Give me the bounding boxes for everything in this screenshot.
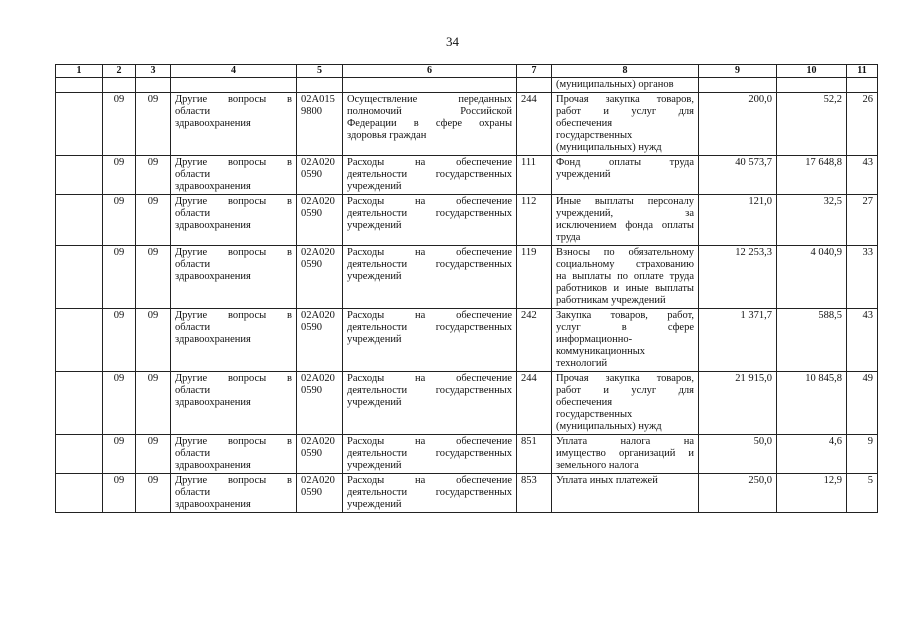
cell-col1	[56, 246, 103, 309]
cell-section-name: Другие вопросы в области здравоохранения	[171, 93, 297, 156]
cell-actual-value: 4 040,9	[777, 246, 847, 309]
cell-expense-type: 119	[517, 246, 552, 309]
cell-expense-type-name: Закупка товаров, работ, услуг в сфере информационно- коммуникационных технологий	[552, 309, 699, 372]
column-header: 9	[699, 65, 777, 78]
cell-subsection: 09	[136, 93, 171, 156]
table-cell	[847, 78, 878, 93]
cell-article-name: Осуществление переданных полномочий Российской Федерации в сфере охраны здоровья граждан	[343, 93, 517, 156]
column-header: 6	[343, 65, 517, 78]
cell-percent: 5	[847, 474, 878, 513]
cell-article-name: Расходы на обеспечение деятельности государственных учреждений	[343, 435, 517, 474]
cell-percent: 9	[847, 435, 878, 474]
cell-subsection: 09	[136, 435, 171, 474]
continuation-row	[56, 78, 878, 93]
cell-target-article: 02А020 0590	[297, 246, 343, 309]
cell-expense-type: 111	[517, 156, 552, 195]
table-cell	[136, 78, 171, 93]
cell-col1	[56, 93, 103, 156]
cell-actual-value: 52,2	[777, 93, 847, 156]
cell-subsection: 09	[136, 372, 171, 435]
continuation-text: (муниципальных) органов	[552, 78, 699, 93]
cell-section: 09	[103, 309, 136, 372]
table-header-row	[56, 65, 878, 78]
cell-expense-type: 851	[517, 435, 552, 474]
page-number: 34	[446, 34, 459, 49]
cell-plan-value: 50,0	[699, 435, 777, 474]
column-header: 4	[171, 65, 297, 78]
cell-percent: 33	[847, 246, 878, 309]
cell-section: 09	[103, 246, 136, 309]
table-row	[56, 156, 878, 195]
cell-section-name: Другие вопросы в области здравоохранения	[171, 156, 297, 195]
budget-table	[55, 64, 878, 513]
cell-expense-type-name: Иные выплаты персоналу учреждений, за исключением фонда оплаты труда	[552, 195, 699, 246]
cell-col1	[56, 195, 103, 246]
table-row	[56, 309, 878, 372]
cell-actual-value: 17 648,8	[777, 156, 847, 195]
cell-actual-value: 4,6	[777, 435, 847, 474]
cell-col1	[56, 474, 103, 513]
cell-expense-type-name: Уплата иных платежей	[552, 474, 699, 513]
table-cell	[103, 78, 136, 93]
cell-article-name: Расходы на обеспечение деятельности государственных учреждений	[343, 309, 517, 372]
table-cell	[699, 78, 777, 93]
cell-expense-type-name: Прочая закупка товаров, работ и услуг для обеспечения государственных (муниципальных) нужд	[552, 93, 699, 156]
cell-col1	[56, 309, 103, 372]
column-header: 10	[777, 65, 847, 78]
cell-target-article: 02А020 0590	[297, 435, 343, 474]
column-header: 1	[56, 65, 103, 78]
cell-subsection: 09	[136, 195, 171, 246]
cell-section: 09	[103, 93, 136, 156]
cell-plan-value: 121,0	[699, 195, 777, 246]
cell-percent: 49	[847, 372, 878, 435]
table-row	[56, 435, 878, 474]
cell-expense-type-name: Прочая закупка товаров, работ и услуг для обеспечения государственных (муниципальных) нужд	[552, 372, 699, 435]
cell-target-article: 02А020 0590	[297, 474, 343, 513]
cell-plan-value: 12 253,3	[699, 246, 777, 309]
table-row	[56, 195, 878, 246]
cell-section: 09	[103, 474, 136, 513]
column-header: 2	[103, 65, 136, 78]
cell-percent: 43	[847, 309, 878, 372]
cell-article-name: Расходы на обеспечение деятельности государственных учреждений	[343, 195, 517, 246]
table-row	[56, 372, 878, 435]
cell-actual-value: 588,5	[777, 309, 847, 372]
cell-article-name: Расходы на обеспечение деятельности государственных учреждений	[343, 474, 517, 513]
cell-subsection: 09	[136, 474, 171, 513]
table-row	[56, 246, 878, 309]
table-row	[56, 93, 878, 156]
cell-section-name: Другие вопросы в области здравоохранения	[171, 435, 297, 474]
cell-expense-type: 244	[517, 372, 552, 435]
cell-actual-value: 10 845,8	[777, 372, 847, 435]
cell-plan-value: 40 573,7	[699, 156, 777, 195]
table-row	[56, 474, 878, 513]
cell-subsection: 09	[136, 156, 171, 195]
table-cell	[297, 78, 343, 93]
column-header: 3	[136, 65, 171, 78]
cell-article-name: Расходы на обеспечение деятельности государственных учреждений	[343, 246, 517, 309]
column-header: 8	[552, 65, 699, 78]
column-header: 11	[847, 65, 878, 78]
cell-plan-value: 250,0	[699, 474, 777, 513]
cell-percent: 43	[847, 156, 878, 195]
table-cell	[171, 78, 297, 93]
cell-article-name: Расходы на обеспечение деятельности государственных учреждений	[343, 372, 517, 435]
cell-actual-value: 32,5	[777, 195, 847, 246]
column-header: 5	[297, 65, 343, 78]
cell-plan-value: 1 371,7	[699, 309, 777, 372]
cell-percent: 26	[847, 93, 878, 156]
cell-expense-type-name: Взносы по обязательному социальному страхованию на выплаты по оплате труда работников и иные выплаты работникам учреждений	[552, 246, 699, 309]
cell-col1	[56, 156, 103, 195]
cell-section-name: Другие вопросы в области здравоохранения	[171, 246, 297, 309]
cell-plan-value: 200,0	[699, 93, 777, 156]
cell-percent: 27	[847, 195, 878, 246]
cell-section-name: Другие вопросы в области здравоохранения	[171, 474, 297, 513]
cell-section: 09	[103, 435, 136, 474]
cell-section: 09	[103, 195, 136, 246]
cell-section-name: Другие вопросы в области здравоохранения	[171, 195, 297, 246]
cell-col1	[56, 435, 103, 474]
column-header: 7	[517, 65, 552, 78]
cell-section: 09	[103, 156, 136, 195]
cell-plan-value: 21 915,0	[699, 372, 777, 435]
cell-actual-value: 12,9	[777, 474, 847, 513]
table-cell	[56, 78, 103, 93]
cell-target-article: 02А020 0590	[297, 195, 343, 246]
cell-expense-type: 242	[517, 309, 552, 372]
cell-expense-type: 112	[517, 195, 552, 246]
cell-target-article: 02А015 9800	[297, 93, 343, 156]
cell-target-article: 02А020 0590	[297, 309, 343, 372]
cell-target-article: 02А020 0590	[297, 372, 343, 435]
table-cell	[343, 78, 517, 93]
cell-expense-type: 244	[517, 93, 552, 156]
cell-section-name: Другие вопросы в области здравоохранения	[171, 372, 297, 435]
cell-col1	[56, 372, 103, 435]
table-cell	[777, 78, 847, 93]
cell-section-name: Другие вопросы в области здравоохранения	[171, 309, 297, 372]
cell-section: 09	[103, 372, 136, 435]
table-cell	[517, 78, 552, 93]
cell-target-article: 02А020 0590	[297, 156, 343, 195]
cell-article-name: Расходы на обеспечение деятельности государственных учреждений	[343, 156, 517, 195]
cell-expense-type-name: Уплата налога на имущество организаций и земельного налога	[552, 435, 699, 474]
cell-expense-type-name: Фонд оплаты труда учреждений	[552, 156, 699, 195]
cell-expense-type: 853	[517, 474, 552, 513]
cell-subsection: 09	[136, 309, 171, 372]
cell-subsection: 09	[136, 246, 171, 309]
